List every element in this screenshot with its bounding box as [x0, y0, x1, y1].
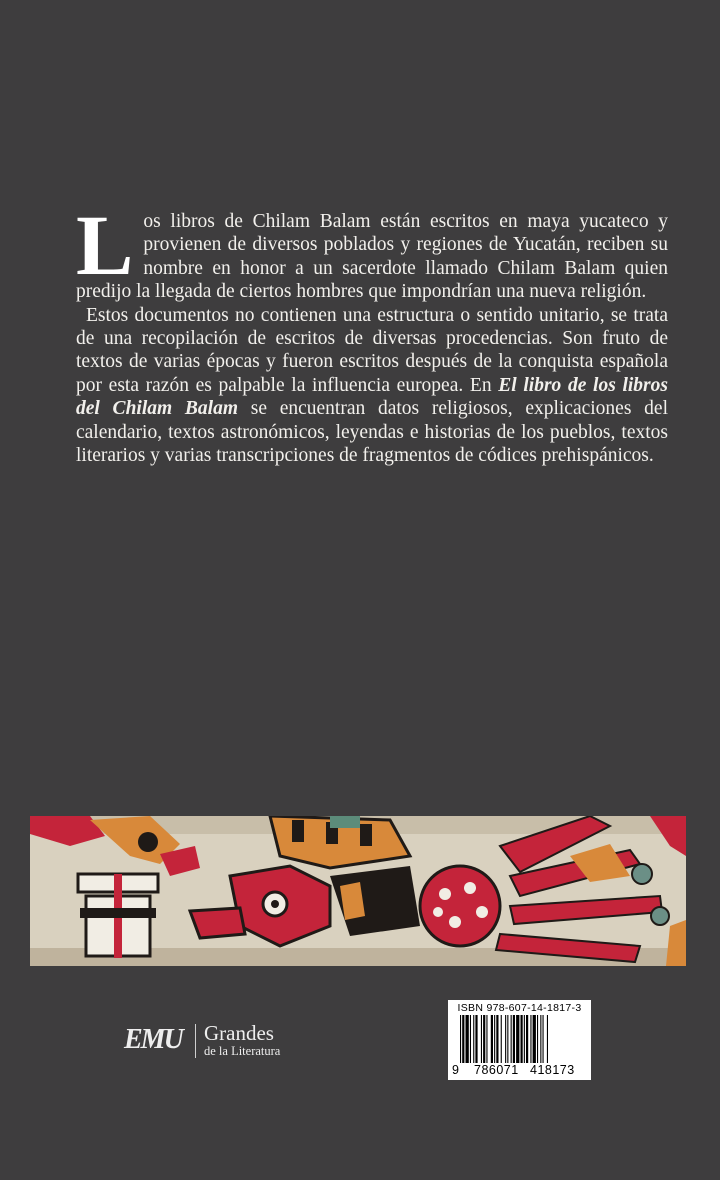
ean-left-group: 786071 — [474, 1063, 519, 1077]
isbn-label: ISBN 978-607-14-1817-3 — [457, 1002, 582, 1014]
barcode-bar — [473, 1015, 474, 1063]
emu-logo-icon: EMU — [124, 1024, 182, 1055]
barcode-bar — [533, 1015, 536, 1063]
barcode-bar — [511, 1015, 512, 1063]
barcode-bar — [540, 1015, 541, 1063]
logo-divider — [195, 1024, 196, 1058]
barcode-bar — [521, 1015, 523, 1063]
barcode-bar — [530, 1015, 531, 1063]
barcode-bar — [537, 1015, 538, 1063]
barcode-bar — [501, 1015, 502, 1063]
blurb-paragraph-2-text-b: se encuentran datos religiosos, explicaciones del calendario, textos astronómicos, leyendas e historias de los pueblos, textos literarios y varias transcripciones de fragmentos de códices prehispánicos. — [76, 398, 668, 467]
series-subtitle: de la Literatura — [204, 1044, 281, 1058]
book-title-italic: El libro de los libros del Chilam Balam — [76, 374, 668, 420]
barcode-bar — [462, 1015, 464, 1063]
barcode-bar — [486, 1015, 487, 1063]
isbn-barcode — [448, 1000, 591, 1080]
barcode-bar — [460, 1015, 461, 1063]
blurb-paragraph-1-text: os libros de Chilam Balam están escritos en maya yucateco y provienen de diversos poblados y regiones de Yucatán, reciben su nombre en honor a un sacerdote llamado Chilam Balam quien predijo la llegada de ciertos hombres que impondrían una nueva religión. — [76, 211, 668, 303]
barcode-bar — [516, 1015, 519, 1063]
barcode-bar — [543, 1015, 544, 1063]
drop-cap: L — [76, 197, 134, 293]
barcode-bar — [491, 1015, 493, 1063]
blurb-paragraph-2-text-a: Estos documentos no contienen una estructura o sentido unitario, se trata de una recopilación de escritos de diversas procedencias. Son fruto de textos de varias épocas y fueron escritos después de la conquista española por esta razón es palpable la influencia europea. En — [76, 304, 668, 396]
codex-illustration — [30, 816, 686, 966]
barcode-bar — [494, 1015, 495, 1063]
blurb-paragraph-1 — [76, 197, 668, 304]
barcode-bar — [524, 1015, 525, 1063]
barcode-bars-icon — [448, 1015, 591, 1063]
barcode-bar — [466, 1015, 469, 1063]
barcode-bar — [475, 1015, 477, 1063]
publisher-logo — [124, 1020, 324, 1060]
barcode-bar — [505, 1015, 506, 1063]
ean-right-group: 418173 — [530, 1063, 575, 1077]
barcode-bar — [470, 1015, 471, 1063]
series-name: Grandes — [204, 1021, 274, 1045]
ean-first-digit: 9 — [452, 1063, 459, 1077]
barcode-bar — [547, 1015, 548, 1063]
codex-illustration-band — [30, 816, 686, 966]
barcode-bar — [481, 1015, 482, 1063]
barcode-bar — [526, 1015, 528, 1063]
barcode-bar — [496, 1015, 498, 1063]
blurb-paragraph-2 — [76, 304, 668, 468]
barcode-bar — [513, 1015, 515, 1063]
barcode-bar — [483, 1015, 485, 1063]
barcode-bar — [507, 1015, 508, 1063]
back-cover-blurb — [76, 197, 668, 467]
